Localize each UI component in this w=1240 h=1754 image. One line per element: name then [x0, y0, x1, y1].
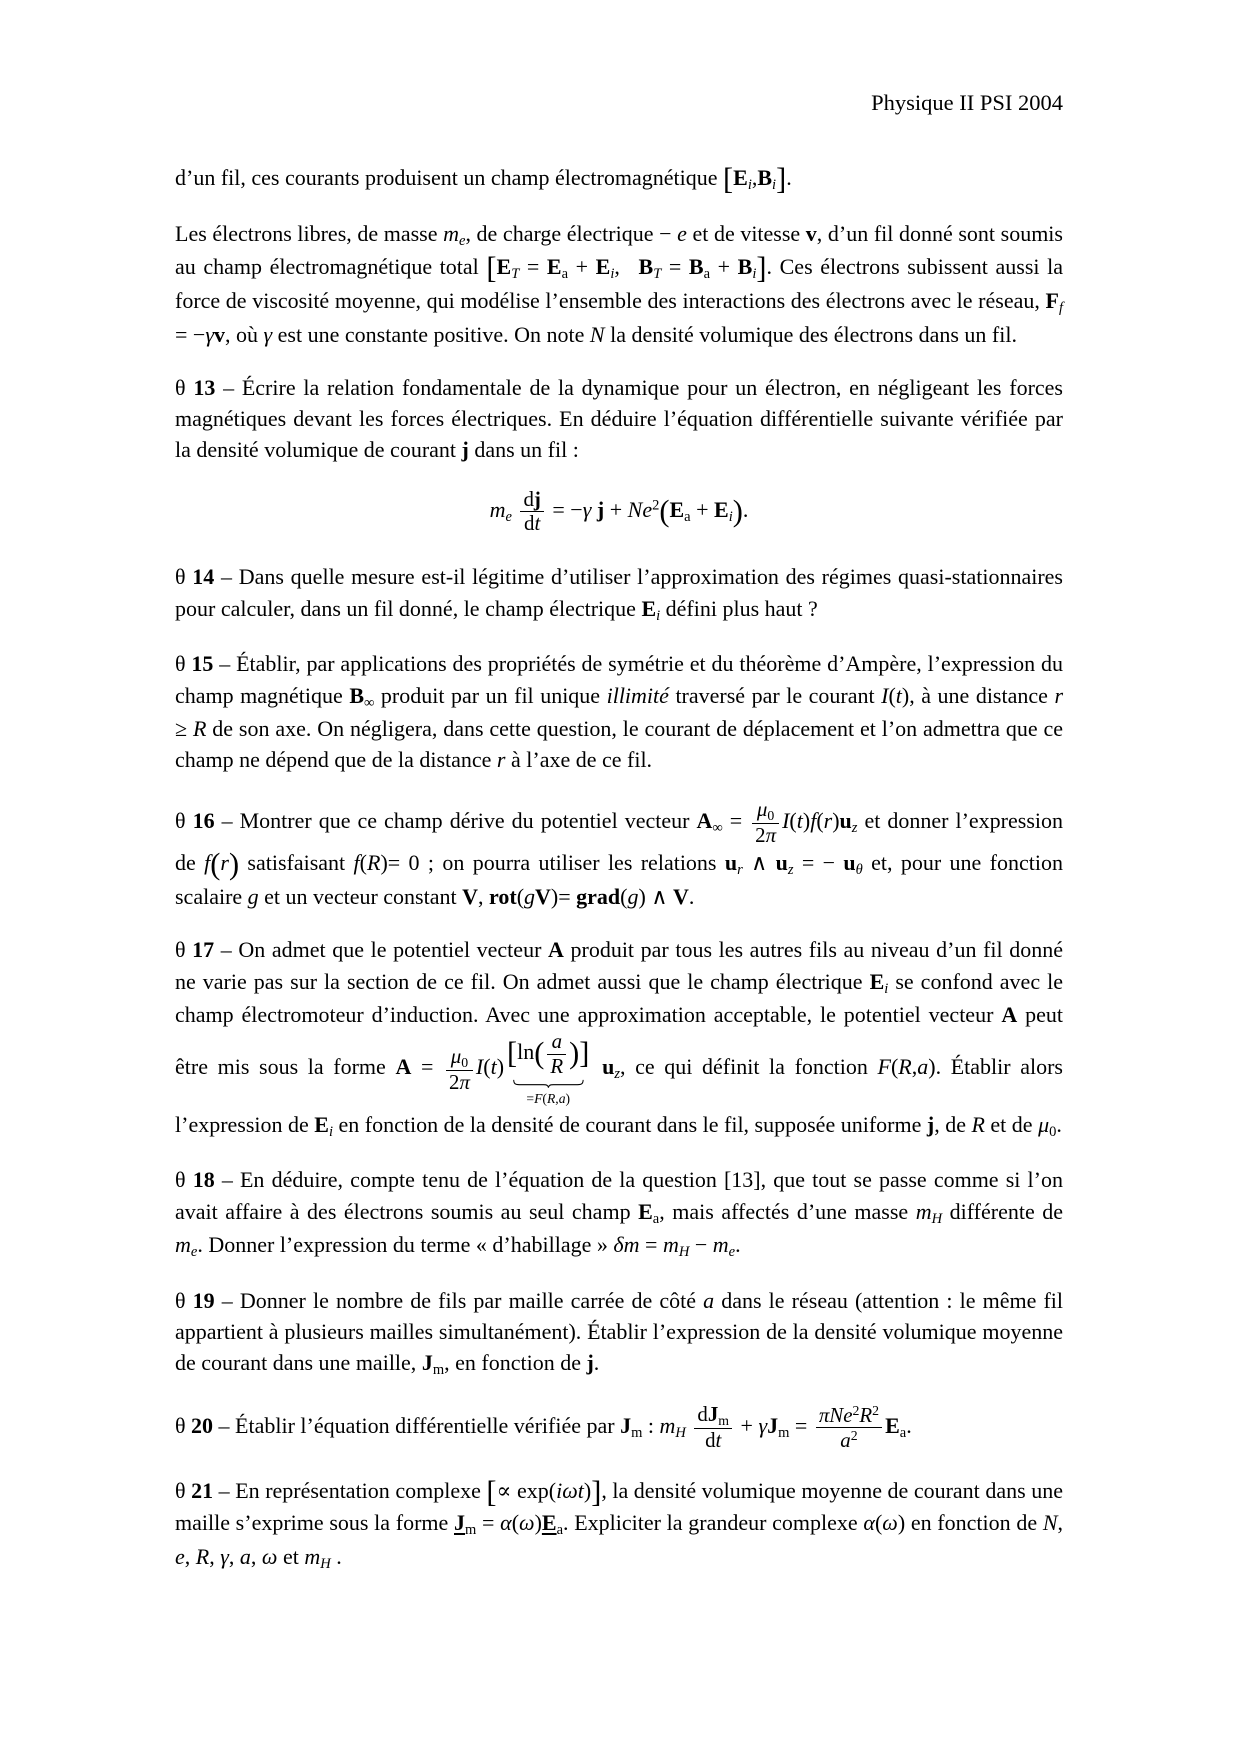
fraction-denominator: dt — [705, 1428, 722, 1453]
text-segment: 0 — [461, 1054, 469, 1070]
text-segment: E — [714, 496, 729, 522]
text-segment: 17 — [192, 937, 215, 963]
question-15: θ 15 – Établir, par applications des propriétés de symétrie et du théorème d’Ampère, l’expression du champ magnétique $B_\infty$ produit par un fil unique illimité traversé par le courant I(t), à une distance r ≥ R de son axe. On négligera, dans cette question, le courant de déplacement et l’on admettra que ce champ ne dépend que de la distance r à l’axe de ce fil. — [175, 651, 1063, 773]
text-segment: E — [638, 1198, 653, 1224]
bracket: [ — [723, 161, 734, 196]
text-segment: i — [610, 266, 615, 283]
para-electrons: Les électrons libres, de masse $m_e$, de charge électrique − e et de vitesse v, d’un fil donné sont soumis au champ électromagnétique total [$E_T = E_a + E_i$, $B_T = B_a + B_i$]. Ces électrons subissent aussi la force de viscosité moyenne, qui modélise l’ensemble des interactions des électrons avec le réseau, $F_f = -\gamma v$, où γ est une constante positive. On note N la densité volumique des électrons dans un fil. — [175, 220, 1063, 347]
text-segment: grad — [576, 884, 621, 910]
text-segment: g — [627, 884, 639, 910]
text-segment: N — [1042, 1510, 1058, 1536]
text-segment: j — [586, 1350, 594, 1376]
fraction-denominator: 2π — [449, 1070, 470, 1094]
text-segment: v — [805, 220, 817, 246]
text-segment: B — [757, 165, 773, 190]
text-segment: rot — [489, 884, 517, 910]
question-19: θ 19 – Donner le nombre de fils par maille carrée de côté a dans le réseau (attention : le même fil appartient à plusieurs mailles simultanément). Établir l’expression de la densité volumique moyenne de courant dans une maille, $J_m$, en fonction de j. — [175, 1287, 1064, 1379]
fraction-denominator: 2π — [755, 823, 777, 848]
text-segment: J — [454, 1510, 465, 1536]
text-segment: a — [652, 1210, 660, 1227]
text-segment: e — [459, 232, 466, 249]
text-segment: N — [829, 1402, 844, 1427]
text-segment: π — [818, 1402, 830, 1427]
text-segment: 18 — [192, 1167, 215, 1193]
text-segment: V — [672, 884, 689, 910]
text-segment: N — [589, 321, 605, 347]
text-segment: 2 — [652, 497, 660, 514]
question-20: θ 20 – Établir l’équation différentielle vérifiée par $J_m$ : $m_H$ $\frac{dJ_m}{dt}$ + $\gamma J_m$ = $\frac{\pi Ne^2R^2}{a^2}$ $E_a$. — [175, 1402, 912, 1453]
text-segment: e — [677, 220, 687, 246]
text-segment: E — [546, 254, 562, 280]
text-segment: α — [500, 1510, 512, 1536]
text-segment: F — [1045, 288, 1059, 314]
text-segment: π — [459, 1070, 470, 1094]
text-segment: g — [247, 884, 259, 910]
bracket: [ — [507, 1036, 518, 1071]
text-segment: u — [775, 850, 788, 876]
text-segment: 19 — [192, 1287, 215, 1313]
fraction-numerator — [752, 798, 779, 824]
text-segment: u — [724, 850, 738, 876]
fraction-denominator: dt — [524, 511, 541, 536]
fraction-numerator — [547, 1030, 566, 1054]
text-segment: g — [524, 884, 536, 910]
bracket: ] — [776, 161, 787, 196]
text-segment: r — [823, 807, 833, 833]
text-segment: m — [915, 1198, 932, 1224]
text-segment: a — [561, 266, 569, 283]
text-segment: R — [192, 716, 207, 742]
text-segment: m — [778, 1424, 790, 1441]
text-segment: 13 — [193, 374, 216, 400]
fraction — [694, 1403, 732, 1453]
text-segment: V — [535, 884, 551, 910]
text-segment: γ — [758, 1412, 768, 1438]
text-segment: 21 — [191, 1477, 214, 1503]
fraction-numerator: dj — [520, 488, 543, 512]
fraction — [520, 488, 543, 536]
text-segment: t — [796, 807, 803, 833]
text-segment: m — [175, 1232, 191, 1258]
text-segment: r — [496, 747, 506, 773]
text-segment: illimité — [606, 682, 669, 708]
text-segment: m — [489, 496, 506, 522]
bracket: [ — [486, 1474, 497, 1509]
fraction-numerator — [816, 1403, 882, 1428]
text-segment: I — [782, 807, 790, 833]
text-segment: N — [627, 496, 643, 522]
para-intro: d’un fil, ces courants produisent un champ électromagnétique $[E_i,B_i]$. — [175, 161, 792, 196]
text-segment: 15 — [191, 651, 214, 677]
text-segment: iωt — [556, 1477, 584, 1503]
text-segment: e — [505, 508, 512, 525]
text-segment: I — [881, 682, 889, 708]
text-segment: a — [840, 1428, 851, 1453]
fraction — [816, 1403, 882, 1453]
text-segment: 16 — [192, 807, 215, 833]
text-segment: a — [917, 1054, 929, 1080]
text-segment: m — [662, 1232, 679, 1258]
text-segment: E — [869, 968, 885, 994]
text-segment: j — [461, 437, 469, 463]
text-segment: t — [534, 511, 541, 536]
text-segment: J — [707, 1402, 719, 1427]
text-segment: t — [490, 1054, 497, 1080]
text-segment: B — [349, 682, 365, 708]
text-segment: m — [443, 220, 459, 246]
fraction — [752, 798, 779, 848]
text-segment: r — [737, 862, 743, 879]
text-segment: z — [787, 862, 794, 879]
text-segment: t — [895, 682, 902, 708]
text-segment: r — [220, 850, 229, 876]
text-segment: m — [718, 1412, 730, 1428]
text-segment: μ — [450, 1043, 462, 1068]
text-segment: B — [737, 254, 753, 280]
text-segment: e — [175, 1543, 185, 1569]
text-segment: e — [642, 496, 653, 522]
text-segment: ω — [882, 1510, 898, 1536]
text-segment: f — [353, 850, 360, 876]
text-segment: B — [688, 254, 704, 280]
text-segment: H — [678, 1244, 690, 1261]
text-segment: A — [696, 807, 713, 833]
text-segment: E — [733, 165, 748, 190]
equation-13: $m_e$ $\frac{dj}{dt}$ = −γ $j + Ne^2(E_a + E_i)$. — [489, 486, 749, 536]
underbrace-content: [ln( $\frac{a}{R}$ )] — [507, 1029, 590, 1078]
text-segment: a — [558, 1091, 566, 1107]
bracket: ( — [210, 847, 221, 882]
underbrace-group — [507, 1030, 589, 1108]
document-body — [175, 162, 1063, 1574]
text-segment: i — [747, 177, 752, 194]
underbrace-label: =F(R,a) — [526, 1091, 571, 1107]
bracket: ) — [569, 1036, 580, 1071]
question-17: θ 17 – On admet que le potentiel vecteur A produit par tous les autres fils au niveau d’un fil donné ne varie pas sur la section de ce fil. On admet aussi que le champ électrique $E_i$ se confond avec le champ électromoteur d’induction. Avec une approximation acceptable, le potentiel vecteur A peut être mis sous la forme A = $\frac{\mu_0}{2\pi}$ I(t) [ln( $\frac{a}{R}$ )] =F(R,a) $u_z$, ce qui définit la fonction F(R,a). Établir alors l’expression de $E_i$ en fonction de la densité de courant dans le fil, supposée uniforme j, de R et de $\mu_0$. — [175, 937, 1063, 1140]
bracket: ( — [534, 1036, 545, 1071]
text-segment: J — [620, 1412, 632, 1438]
text-segment: E — [885, 1412, 900, 1438]
text-segment: r — [1054, 682, 1063, 708]
text-segment: R — [366, 850, 381, 876]
text-segment: H — [320, 1555, 331, 1572]
text-segment: E — [641, 595, 657, 621]
text-segment: γ — [263, 321, 273, 347]
text-segment: γ — [220, 1543, 229, 1569]
text-segment: F — [534, 1091, 543, 1107]
question-18: θ 18 – En déduire, compte tenu de l’équation de la question [13], que tout se passe comme si l’on avait affaire à des électrons soumis au seul champ $E_a$, mais affectés d’une masse $m_H$ différente de $m_e$. Donner l’expression du terme « d’habillage » $\delta m = m_H - m_e$. — [175, 1167, 1063, 1261]
text-segment: A — [1001, 1002, 1018, 1028]
text-segment: R — [546, 1091, 556, 1107]
text-segment: m — [304, 1543, 321, 1569]
fraction — [547, 1030, 566, 1078]
text-segment: F — [877, 1054, 891, 1080]
fraction-numerator: $dJ_m$ — [694, 1403, 732, 1429]
text-segment: a — [556, 1522, 564, 1539]
text-segment: 0 — [1049, 1123, 1057, 1140]
question-21: θ 21 – En représentation complexe [∝ exp(iωt)], la densité volumique moyenne de courant dans une maille s’exprime sous la forme $J_m = \alpha(\omega)E_a$. Expliciter la grandeur complexe α(ω) en fonction de N, e, R, γ, a, ω et $m_H$ . — [175, 1474, 1063, 1572]
text-segment: E — [496, 254, 512, 280]
page-header: Physique II PSI 2004 — [871, 90, 1063, 115]
text-segment: ω — [261, 1543, 278, 1569]
text-segment: 2 — [852, 1403, 860, 1419]
text-segment: 2 — [872, 1403, 880, 1419]
text-segment: z — [614, 1066, 620, 1083]
text-segment: a — [239, 1543, 251, 1569]
text-segment: a — [899, 1424, 907, 1441]
bracket: ] — [756, 251, 767, 286]
text-segment: i — [884, 980, 889, 997]
text-segment: f — [810, 807, 817, 833]
text-segment: v — [214, 321, 225, 347]
question-14: θ 14 – Dans quelle mesure est-il légitime d’utiliser l’approximation des régimes quasi-stationnaires pour calculer, dans un fil donné, le champ électrique $E_i$ défini plus haut ? — [175, 564, 1063, 624]
text-segment: f — [1058, 300, 1063, 317]
text-segment: ω — [519, 1510, 535, 1536]
text-segment: m — [465, 1522, 477, 1539]
underbrace-icon — [513, 1079, 584, 1088]
text-segment: u — [602, 1054, 615, 1080]
text-segment: θ — [855, 862, 863, 879]
text-segment: ∞ — [364, 694, 375, 711]
text-segment: i — [752, 266, 757, 283]
text-segment: m — [712, 1232, 729, 1258]
text-segment: γ — [582, 496, 592, 522]
fraction-numerator — [446, 1045, 473, 1071]
text-segment: J — [421, 1350, 433, 1376]
text-segment: t — [715, 1428, 722, 1453]
bracket: ( — [659, 493, 670, 528]
question-13: θ 13 – Écrire la relation fondamentale de la dynamique pour un électron, en négligeant les forces magnétiques devant les forces électriques. En déduire l’équation différentielle suivante vérifiée par la densité volumique de courant j dans un fil : — [175, 374, 1063, 463]
text-segment: i — [728, 508, 733, 525]
text-segment: A — [395, 1054, 412, 1080]
bracket: ) — [228, 847, 240, 882]
text-segment: γ — [205, 321, 214, 347]
text-segment: e — [190, 1244, 198, 1261]
bracket: ) — [732, 493, 743, 528]
bracket: ] — [579, 1036, 590, 1071]
text-segment: e — [843, 1402, 853, 1427]
text-segment: J — [767, 1412, 779, 1438]
text-segment: m — [631, 1424, 643, 1441]
text-segment: μ — [1038, 1111, 1050, 1137]
text-segment: R — [195, 1543, 210, 1569]
text-segment: 20 — [191, 1412, 214, 1438]
bracket: ] — [591, 1474, 602, 1509]
text-segment: j — [533, 486, 541, 511]
underlined-vector — [454, 1510, 477, 1539]
text-segment: π — [765, 823, 777, 848]
text-segment: u — [843, 850, 856, 876]
text-segment: T — [511, 266, 520, 283]
text-segment: f — [204, 850, 211, 876]
fraction-denominator — [547, 1055, 566, 1078]
text-segment: I — [475, 1054, 484, 1080]
underlined-vector — [541, 1510, 564, 1539]
text-segment: R — [550, 1053, 564, 1078]
text-segment: m — [659, 1412, 676, 1438]
text-segment: m — [432, 1362, 445, 1379]
bracket: [ — [486, 251, 497, 286]
text-segment: α — [863, 1510, 875, 1536]
text-segment: δm — [613, 1232, 640, 1258]
text-segment: μ — [756, 796, 768, 821]
text-segment: ∞ — [712, 819, 723, 836]
text-segment: e — [728, 1244, 736, 1261]
text-segment: R — [859, 1402, 873, 1427]
text-segment: V — [462, 884, 478, 910]
text-segment: A — [548, 937, 564, 963]
text-segment: 14 — [192, 564, 215, 590]
text-segment: 2 — [850, 1428, 858, 1444]
text-segment: i — [656, 607, 661, 624]
text-segment: E — [314, 1111, 329, 1137]
fraction-denominator — [816, 1428, 882, 1452]
text-segment: a — [703, 1287, 715, 1313]
text-segment: i — [328, 1123, 334, 1140]
question-16: θ 16 – Montrer que ce champ dérive du potentiel vecteur $A_\infty$ = $\frac{\mu_0}{2\pi}$ $I(t)f(r)u_z$ et donner l’expression de f(r) satisfaisant f(R)= 0 ; on pourra utiliser les relations $u_r$ ∧ $u_z$ = − $u_\theta$ et, pour une fonction scalaire g et un vecteur constant V, rot(gV)= grad(g) ∧ V. — [175, 796, 1063, 910]
text-segment: H — [675, 1424, 686, 1441]
text-segment: j — [926, 1111, 935, 1137]
text-segment: a — [684, 508, 691, 525]
text-segment: R — [971, 1111, 985, 1137]
text-segment: E — [669, 496, 685, 522]
text-segment: z — [851, 819, 858, 836]
text-segment: E — [595, 254, 611, 280]
text-segment: u — [839, 807, 852, 833]
text-segment: i — [772, 177, 777, 194]
text-segment: B — [638, 254, 654, 280]
text-segment: a — [703, 266, 711, 283]
text-segment: E — [541, 1510, 557, 1536]
text-segment: j — [596, 496, 605, 522]
text-segment: 0 — [767, 807, 775, 823]
text-segment: a — [551, 1029, 563, 1054]
fraction — [446, 1045, 473, 1095]
text-segment: T — [653, 266, 662, 283]
text-segment: H — [931, 1210, 943, 1227]
text-segment: R — [898, 1054, 912, 1080]
